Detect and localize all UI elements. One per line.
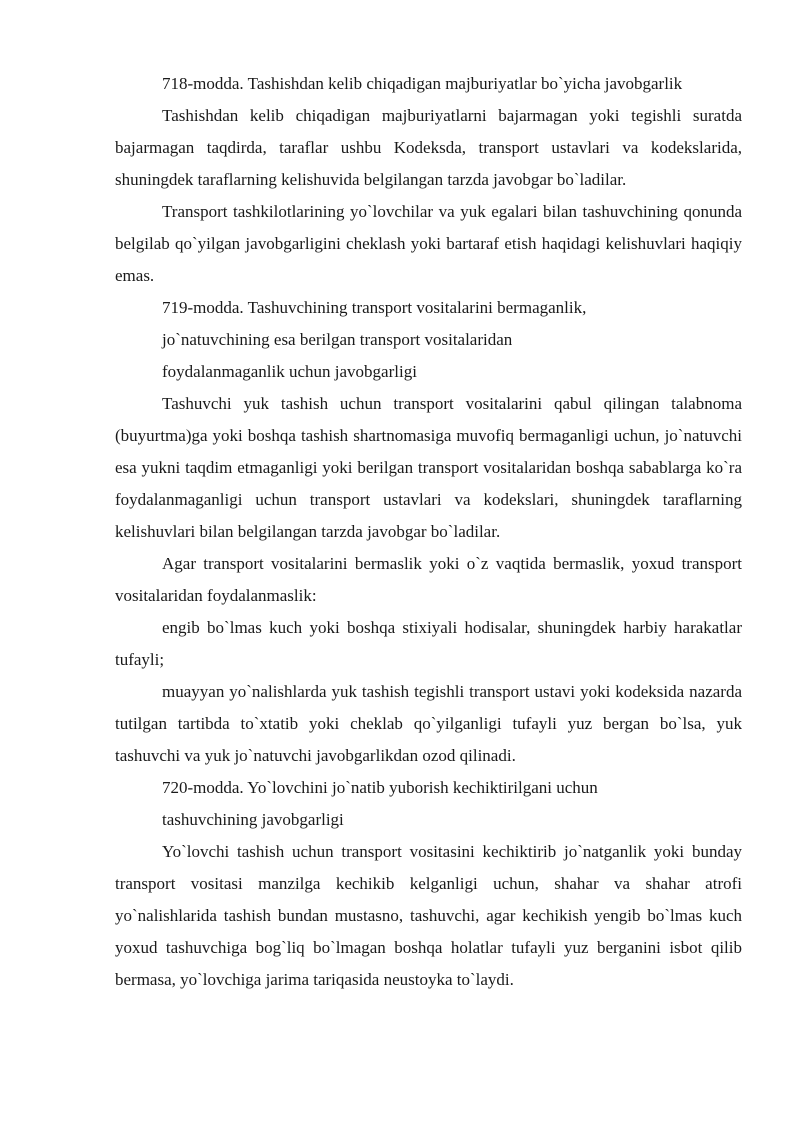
article-719-paragraph-4: muayyan yo`nalishlarda yuk tashish tegishli transport ustavi yoki kodeksida nazarda tutilgan tartibda to`xtatib yoki cheklab qo`yilganligi tufayli yuz bergan bo`lsa, yuk tashuvchi va yuk jo`natuvchi javobgarlikdan ozod qilinadi. [115, 682, 742, 765]
article-719-paragraph-3: engib bo`lmas kuch yoki boshqa stixiyali hodisalar, shuningdek harbiy harakatlar tufayli; [115, 618, 742, 669]
article-719-heading-line-1: 719-modda. Tashuvchining transport vositalarini bermaganlik, [162, 298, 587, 317]
document-page [115, 68, 742, 996]
article-719-paragraph-2: Agar transport vositalarini bermaslik yoki o`z vaqtida bermaslik, yoxud transport vositalaridan foydalanmaslik: [115, 554, 742, 605]
article-719-heading-line-2: jo`natuvchining esa berilgan transport vositalaridan [162, 330, 513, 349]
article-718-paragraph-1: Tashishdan kelib chiqadigan majburiyatlarni bajarmagan yoki tegishli suratda bajarmagan taqdirda, taraflar ushbu Kodeksda, transport ustavlari va kodekslarida, shuningdek taraflarning kelishuvida belgilangan tarzda javobgar bo`ladilar. [115, 106, 742, 189]
article-718-paragraph-2: Transport tashkilotlarining yo`lovchilar va yuk egalari bilan tashuvchining qonunda belgilab qo`yilgan javobgarligini cheklash yoki bartaraf etish haqidagi kelishuvlari haqiqiy emas. [115, 202, 742, 285]
article-720-heading-line-1: 720-modda. Yo`lovchini jo`natib yuborish kechiktirilgani uchun [162, 778, 598, 797]
article-720-heading-line-2: tashuvchining javobgarligi [162, 810, 344, 829]
article-719-heading-line-3: foydalanmaganlik uchun javobgarligi [162, 362, 417, 381]
article-718-heading: 718-modda. Tashishdan kelib chiqadigan majburiyatlar bo`yicha javobgarlik [162, 74, 683, 93]
article-720-paragraph-1: Yo`lovchi tashish uchun transport vositasini kechiktirib jo`natganlik yoki bunday transport vositasi manzilga kechikib kelganligi uchun, shahar va shahar atrofi yo`nalishlarida tashish bundan mustasno, tashuvchi, agar kechikish yengib bo`lmas kuch yoxud tashuvchiga bog`liq bo`lmagan boshqa holatlar tufayli yuz berganini isbot qilib bermasa, yo`lovchiga jarima tariqasida neustoyka to`laydi. [115, 842, 742, 989]
article-719-paragraph-1: Tashuvchi yuk tashish uchun transport vositalarini qabul qilingan talabnoma (buyurtma)ga yoki boshqa tashish shartnomasiga muvofiq bermaganligi uchun, jo`natuvchi esa yukni taqdim etmaganligi yoki berilgan transport vositalaridan boshqa sabablarga ko`ra foydalanmaganligi uchun transport ustavlari va kodekslari, shuningdek taraflarning kelishuvlari bilan belgilangan tarzda javobgar bo`ladilar. [115, 394, 742, 541]
